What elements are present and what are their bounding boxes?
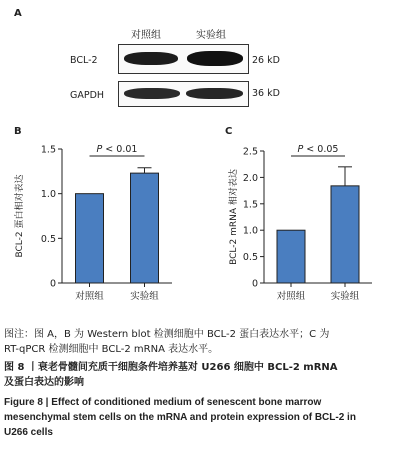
x-tick-label-b: 对照组 xyxy=(75,291,104,302)
y-tick-label-b: 1.0 xyxy=(40,189,56,201)
significance-label-b: P < 0.01 xyxy=(96,144,138,155)
panel-b-label: B xyxy=(14,126,22,137)
blot-bcl2 xyxy=(118,44,249,74)
y-axis-label-c: BCL-2 mRNA 相对表达 xyxy=(229,169,239,265)
blot-column-experiment: 实验组 xyxy=(196,30,226,41)
bar-b xyxy=(76,194,104,283)
caption-title-cn-line2: 及蛋白表达的影响 xyxy=(4,377,84,388)
blot-band-gapdh-control xyxy=(124,88,180,99)
y-tick-label-c: 0 xyxy=(251,278,258,290)
blot-band-bcl2-control xyxy=(124,52,178,65)
bar-chart-c xyxy=(200,135,404,320)
caption-title-cn-line1: 图 8 丨衰老骨髓间充质干细胞条件培养基对 U266 细胞中 BCL-2 mRNA xyxy=(4,362,338,373)
blot-column-control: 对照组 xyxy=(131,30,161,41)
x-tick-label-c: 实验组 xyxy=(330,291,360,302)
y-axis-label-b: BCL-2 蛋白相对表达 xyxy=(15,174,25,258)
blot-bcl2-kd: 26 kD xyxy=(252,55,280,66)
y-tick-label-c: 1.0 xyxy=(242,225,258,237)
x-tick-label-b: 实验组 xyxy=(130,291,159,302)
x-tick-label-c: 对照组 xyxy=(276,291,306,302)
caption-note-line2: RT-qPCR 检测细胞中 BCL-2 mRNA 表达水平。 xyxy=(4,344,219,355)
caption-title-en-line2: mesenchymal stem cells on the mRNA and protein expression of BCL-2 in xyxy=(4,412,356,423)
y-tick-label-c: 1.5 xyxy=(242,199,258,211)
caption-note-line1: 图注：图 A，B 为 Western blot 检测细胞中 BCL-2 蛋白表达水平；C 为 xyxy=(4,329,330,340)
y-tick-label-b: 0.5 xyxy=(40,233,56,245)
significance-label-c: P < 0.05 xyxy=(297,144,339,155)
blot-band-bcl2-experiment xyxy=(187,51,243,66)
bar-c xyxy=(331,186,359,283)
panel-a-label: A xyxy=(14,8,22,19)
y-tick-label-c: 0.5 xyxy=(242,252,258,264)
blot-row-bcl2-label: BCL-2 xyxy=(70,55,98,66)
y-tick-label-c: 2.0 xyxy=(242,172,258,184)
y-tick-label-c: 2.5 xyxy=(242,146,258,158)
panel-c-label: C xyxy=(225,126,233,137)
blot-row-gapdh-label: GAPDH xyxy=(70,90,105,101)
y-tick-label-b: 1.5 xyxy=(40,144,56,156)
bar-chart-b xyxy=(0,135,200,320)
y-tick-label-b: 0 xyxy=(49,278,56,290)
bar-b xyxy=(131,173,159,283)
caption-title-en-line1: Figure 8 | Effect of conditioned medium of senescent bone marrow xyxy=(4,397,322,408)
blot-gapdh xyxy=(118,81,249,107)
caption-title-en-line3: U266 cells xyxy=(4,427,53,438)
bar-c xyxy=(277,230,305,283)
blot-gapdh-kd: 36 kD xyxy=(252,88,280,99)
blot-band-gapdh-experiment xyxy=(186,88,243,99)
